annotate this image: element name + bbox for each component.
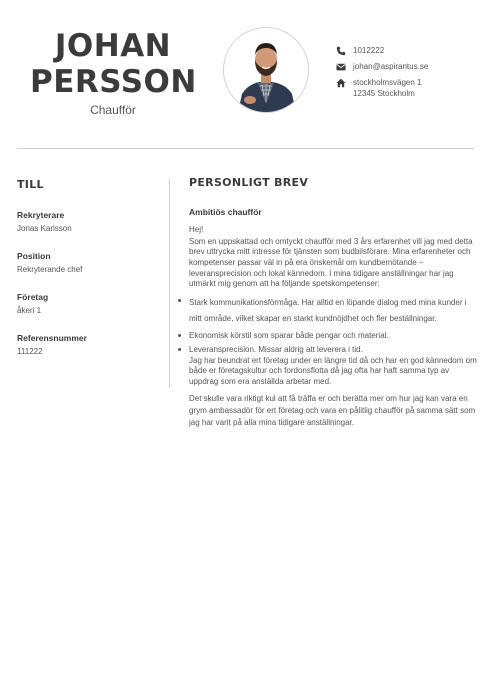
envelope-icon — [336, 62, 346, 72]
field-label: Rekryterare — [17, 210, 65, 220]
field-value: 111222 — [17, 347, 43, 356]
list-item — [189, 330, 477, 342]
recipient-field — [17, 210, 162, 234]
field-value: Jonas Karlsson — [17, 224, 72, 233]
field-label: Referensnummer — [17, 333, 87, 343]
letter-intro: Som en uppskattad och omtyckt chaufför med 3 års erfarenhet vill jag med detta brev uttrycka mitt intresse för tjänsten som budbilsförare. Mina erfarenheter och kompetenser passar väl in på era önskemål om kundbemötande – leveransprecision och lokal kännedom. I mina tidigare anställningar har jag utmärkt mig genom att ha följande spetskompetenser: — [189, 236, 473, 289]
recipient-field — [17, 251, 162, 275]
recipient-heading: TILL — [17, 178, 44, 191]
list-item-text: Stark kommunikationsförmåga. Har alltid en löpande dialog med mina kunder i mitt område, vilket skapar en starkt kundnöjdhet och fler beställningar. — [189, 297, 467, 324]
email-address: johan@aspirantus.se — [353, 62, 429, 71]
profile-photo — [223, 27, 309, 113]
address-line-2: 12345 Stockholm — [353, 89, 415, 98]
address-line-1: stockholmsvägen 1 — [353, 78, 422, 87]
list-item — [189, 344, 477, 429]
name-block — [30, 28, 196, 117]
list-item-text: Leveransprecision. Missar aldrig att leverera i tid. — [189, 344, 363, 354]
skills-list — [189, 295, 477, 429]
person-portrait-icon — [224, 28, 308, 112]
contact-info — [336, 45, 486, 104]
first-name: JOHAN — [54, 28, 172, 64]
column-divider — [169, 178, 170, 388]
letter-section — [189, 178, 477, 429]
contact-email — [336, 61, 486, 72]
field-value: åkeri 1 — [17, 306, 42, 315]
recipient-field — [17, 333, 162, 357]
job-title: Chaufför — [90, 103, 136, 117]
recipient-field — [17, 292, 162, 316]
header-divider — [17, 148, 474, 149]
field-label: Företag — [17, 292, 49, 302]
letter-body: Jag har beundrat ert företag under en längre tid då och har en god kännedom om både er företagskultur och fordonsflotta då jag ofta har haft samma typ av uppdrag som era anställda arbetar med. — [189, 355, 477, 386]
bullet-icon — [178, 334, 181, 337]
bullet-icon — [178, 348, 181, 351]
field-label: Position — [17, 251, 51, 261]
field-value: Rekryterande chef — [17, 265, 83, 274]
recipient-section — [17, 178, 162, 357]
phone-icon — [336, 46, 346, 56]
list-item — [189, 295, 477, 328]
letter-closing: Det skulle vara riktigt kul att få träffa er och berätta mer om hur jag kan vara en grym ambassadör för ert företag och vara en pålitlig chaufför på samma sätt som jag har varit på alla mina tidigare anställningar. — [189, 393, 476, 427]
phone-number: 1012222 — [353, 46, 385, 55]
contact-phone — [336, 45, 486, 56]
list-item-text: Ekonomisk körstil som sparar både pengar och material. — [189, 330, 389, 340]
contact-address — [336, 77, 486, 99]
bullet-icon — [178, 299, 181, 302]
letter-heading: PERSONLIGT BREV — [189, 176, 309, 189]
letter-greeting: Hej! — [189, 225, 204, 235]
home-icon — [336, 78, 346, 88]
letter-subject: Ambitiös chaufför — [189, 206, 262, 217]
last-name: PERSSON — [30, 64, 197, 100]
